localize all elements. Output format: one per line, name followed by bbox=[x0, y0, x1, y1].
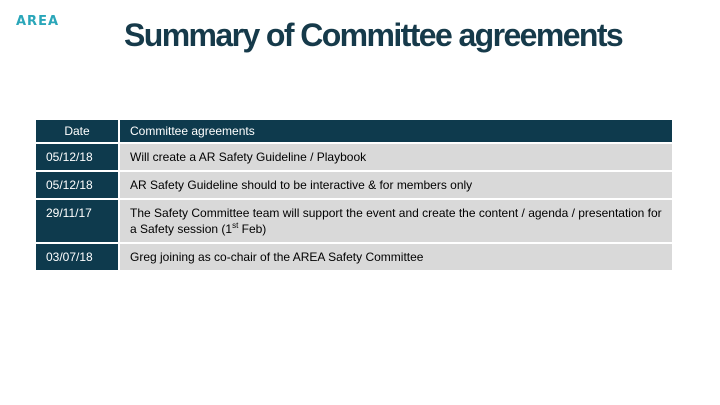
row-agreement-text-end: Feb) bbox=[238, 222, 267, 236]
column-header-date: Date bbox=[36, 120, 118, 142]
page-title: Summary of Committee agreements bbox=[124, 17, 623, 53]
table-row bbox=[36, 144, 672, 170]
row-agreement: Greg joining as co-chair of the AREA Safety Committee bbox=[118, 244, 672, 270]
logo-text: AREA bbox=[16, 14, 60, 29]
row-date: 05/12/18 bbox=[36, 172, 118, 198]
table-row bbox=[36, 200, 672, 242]
row-agreement: Will create a AR Safety Guideline / Playbook bbox=[118, 144, 672, 170]
table-header-row bbox=[36, 120, 672, 142]
row-date: 05/12/18 bbox=[36, 144, 118, 170]
row-agreement-text: The Safety Committee team will support the event and create the content / agenda / presentation for a Safety session (1 bbox=[130, 206, 662, 236]
row-date: 29/11/17 bbox=[36, 200, 118, 242]
table-row bbox=[36, 244, 672, 270]
column-header-agreements: Committee agreements bbox=[118, 120, 672, 142]
table-row bbox=[36, 172, 672, 198]
row-agreement: AR Safety Guideline should to be interactive & for members only bbox=[118, 172, 672, 198]
row-agreement bbox=[118, 200, 672, 242]
agreements-table bbox=[36, 118, 672, 272]
ordinal-superscript: st bbox=[232, 221, 239, 230]
row-date: 03/07/18 bbox=[36, 244, 118, 270]
